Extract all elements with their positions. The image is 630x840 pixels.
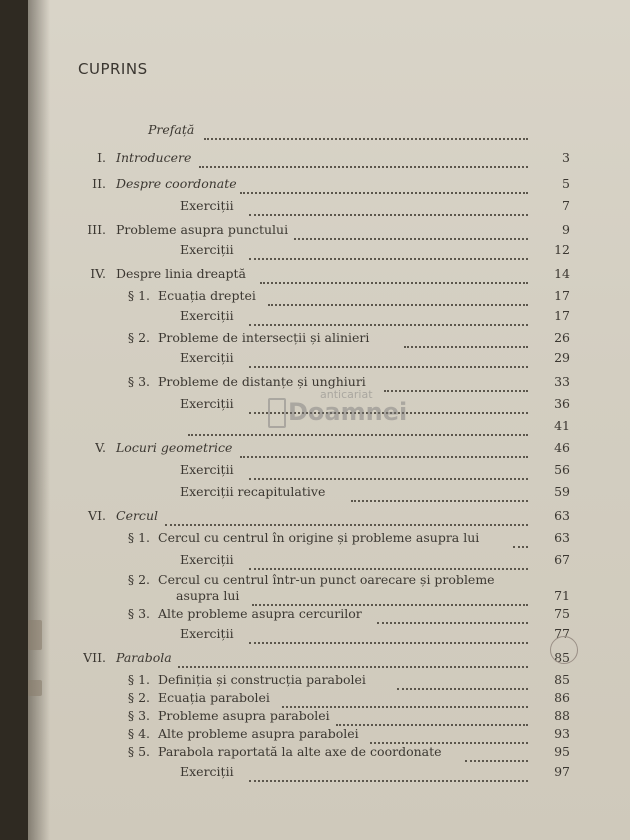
toc-entry bbox=[28, 288, 630, 308]
toc-entry-page: 26 bbox=[554, 330, 570, 345]
toc-entry-page: 63 bbox=[554, 508, 570, 523]
toc-leader-dots bbox=[178, 650, 528, 668]
toc-entry-title: Introducere bbox=[116, 150, 192, 165]
toc-entry-number: VII. bbox=[83, 650, 106, 665]
toc-entry-number: § 2. bbox=[127, 330, 150, 345]
toc-entry bbox=[28, 626, 630, 646]
toc-entry-title: Locuri geometrice bbox=[116, 440, 233, 455]
toc-entry-title: Exerciții recapitulative bbox=[180, 484, 326, 499]
toc-entry bbox=[28, 726, 630, 746]
toc-leader-dots bbox=[294, 222, 528, 240]
toc-leader-dots bbox=[249, 198, 528, 216]
toc-entry-title: Ecuația dreptei bbox=[158, 288, 256, 303]
toc-entry-title: Probleme asupra punctului bbox=[116, 222, 289, 237]
toc-entry-title: Prefață bbox=[148, 122, 195, 137]
toc-entry-title: Cercul cu centrul într-un punct oarecare și probleme bbox=[158, 572, 495, 587]
toc-leader-dots bbox=[336, 708, 528, 726]
toc-entry bbox=[28, 690, 630, 710]
toc-entry-number: § 3. bbox=[127, 374, 150, 389]
toc-leader-dots bbox=[404, 330, 528, 348]
toc-entry-number: III. bbox=[87, 222, 106, 237]
toc-entry-title: Alte probleme asupra parabolei bbox=[158, 726, 359, 741]
toc-leader-dots bbox=[268, 288, 528, 306]
toc-leader-dots bbox=[282, 690, 528, 708]
toc-entry-page: 86 bbox=[554, 690, 570, 705]
toc-entry-page: 85 bbox=[554, 650, 570, 665]
toc-leader-dots bbox=[465, 744, 528, 762]
toc-entry bbox=[28, 350, 630, 370]
watermark-big-text: Doamnei bbox=[288, 398, 408, 426]
toc-leader-dots bbox=[252, 588, 528, 606]
toc-entry-page: 93 bbox=[554, 726, 570, 741]
toc-entry-title: Cercul bbox=[116, 508, 158, 523]
toc-entry-number: I. bbox=[97, 150, 106, 165]
toc-entry bbox=[28, 508, 630, 528]
toc-leader-dots bbox=[249, 462, 528, 480]
toc-entry-page: 41 bbox=[554, 418, 570, 433]
toc-entry-page: 33 bbox=[554, 374, 570, 389]
toc-entry-page: 17 bbox=[554, 308, 570, 323]
toc-entry-page: 77 bbox=[554, 626, 570, 641]
toc-entry-number: § 3. bbox=[127, 606, 150, 621]
toc-entry bbox=[28, 242, 630, 262]
toc-leader-dots bbox=[249, 350, 528, 368]
toc-entry bbox=[28, 330, 630, 350]
toc-entry-title: Exerciții bbox=[180, 626, 234, 641]
toc-entry-title: Cercul cu centrul în origine și probleme asupra lui bbox=[158, 530, 480, 545]
book-page bbox=[28, 0, 630, 840]
toc-entry-title: Probleme de distanțe și unghiuri bbox=[158, 374, 366, 389]
toc-entry bbox=[28, 122, 630, 142]
toc-entry-number: § 5. bbox=[127, 744, 150, 759]
toc-entry-title: Parabola raportată la alte axe de coordonate bbox=[158, 744, 442, 759]
toc-entry bbox=[28, 308, 630, 328]
toc-leader-dots bbox=[260, 266, 528, 284]
toc-entry bbox=[28, 462, 630, 482]
toc-entry bbox=[28, 530, 630, 550]
toc-entry-page: 95 bbox=[554, 744, 570, 759]
toc-entry-title: Probleme asupra parabolei bbox=[158, 708, 330, 723]
toc-entry bbox=[28, 150, 630, 170]
toc-entry-number: IV. bbox=[90, 266, 106, 281]
toc-leader-dots bbox=[165, 508, 528, 526]
toc-entry-page: 29 bbox=[554, 350, 570, 365]
toc-entry-number: § 3. bbox=[127, 708, 150, 723]
toc-leader-dots bbox=[249, 242, 528, 260]
toc-leader-dots bbox=[204, 122, 528, 140]
toc-entry-title: Despre coordonate bbox=[116, 176, 237, 191]
toc-entry-page: 63 bbox=[554, 530, 570, 545]
toc-leader-dots bbox=[240, 176, 528, 194]
toc-leader-dots bbox=[384, 374, 528, 392]
toc-leader-dots bbox=[249, 308, 528, 326]
toc-entry-page: 14 bbox=[554, 266, 570, 281]
toc-entry bbox=[28, 764, 630, 784]
watermark-logo-icon bbox=[268, 398, 286, 428]
toc-entry bbox=[28, 672, 630, 692]
toc-entry bbox=[28, 552, 630, 572]
toc-entry-number: § 1. bbox=[127, 672, 150, 687]
toc-entry bbox=[28, 266, 630, 286]
toc-leader-dots bbox=[240, 440, 528, 458]
toc-entry-title: Exerciții bbox=[180, 396, 234, 411]
toc-entry-page: 67 bbox=[554, 552, 570, 567]
toc-leader-dots bbox=[397, 672, 528, 690]
toc-entry-page: 75 bbox=[554, 606, 570, 621]
toc-entry-number: § 4. bbox=[127, 726, 150, 741]
toc-entry bbox=[28, 198, 630, 218]
toc-entry bbox=[28, 222, 630, 242]
toc-entry-title: Definiția și construcția parabolei bbox=[158, 672, 366, 687]
watermark-small-text: anticariat bbox=[320, 388, 373, 401]
toc-entry-page: 88 bbox=[554, 708, 570, 723]
toc-entry-number: § 1. bbox=[127, 288, 150, 303]
toc-leader-dots bbox=[249, 552, 528, 570]
toc-entry-title: Probleme de intersecții și alinieri bbox=[158, 330, 370, 345]
toc-entry-number: § 2. bbox=[127, 572, 150, 587]
toc-entry-title: Exerciții bbox=[180, 350, 234, 365]
toc-entry-page: 17 bbox=[554, 288, 570, 303]
toc-entry-page: 7 bbox=[562, 198, 570, 213]
toc-entry bbox=[28, 484, 630, 504]
toc-entry-title: Parabola bbox=[116, 650, 172, 665]
toc-entry-title: Alte probleme asupra cercurilor bbox=[158, 606, 362, 621]
toc-leader-dots bbox=[249, 626, 528, 644]
toc-entry bbox=[28, 440, 630, 460]
toc-entry-number: § 1. bbox=[127, 530, 150, 545]
toc-title: CUPRINS bbox=[78, 60, 148, 78]
toc-entry-title: Exerciții bbox=[180, 308, 234, 323]
toc-entry-number: V. bbox=[95, 440, 106, 455]
toc-entry-title: Exerciții bbox=[180, 764, 234, 779]
toc-leader-dots bbox=[249, 764, 528, 782]
toc-leader-dots bbox=[513, 530, 528, 548]
toc-leader-dots bbox=[377, 606, 528, 624]
toc-entry-title: Exerciții bbox=[180, 462, 234, 477]
toc-entry-number: II. bbox=[92, 176, 106, 191]
toc-entry bbox=[28, 588, 630, 608]
toc-entry-title: Despre linia dreaptă bbox=[116, 266, 246, 281]
pencil-circle-mark bbox=[550, 636, 578, 664]
toc-entry-title: Exerciții bbox=[180, 552, 234, 567]
toc-leader-dots bbox=[351, 484, 528, 502]
toc-entry-page: 56 bbox=[554, 462, 570, 477]
toc-entry-number: VI. bbox=[88, 508, 106, 523]
toc-entry-page: 9 bbox=[562, 222, 570, 237]
toc-leader-dots bbox=[370, 726, 528, 744]
toc-entry-page: 5 bbox=[562, 176, 570, 191]
toc-entry-page: 36 bbox=[554, 396, 570, 411]
toc-entry-page: 59 bbox=[554, 484, 570, 499]
toc-entry-title: Exerciții bbox=[180, 198, 234, 213]
toc-entry bbox=[28, 650, 630, 670]
toc-entry-number: § 2. bbox=[127, 690, 150, 705]
toc-entry-title: Exerciții bbox=[180, 242, 234, 257]
toc-entry-page: 85 bbox=[554, 672, 570, 687]
toc-entry-page: 3 bbox=[562, 150, 570, 165]
toc-entry-page: 71 bbox=[554, 588, 570, 603]
toc-entry-title: Ecuația parabolei bbox=[158, 690, 270, 705]
toc-entry bbox=[28, 176, 630, 196]
toc-entry-title: asupra lui bbox=[176, 588, 240, 603]
toc-entry bbox=[28, 744, 630, 764]
toc-entry-page: 46 bbox=[554, 440, 570, 455]
toc-entry-page: 12 bbox=[554, 242, 570, 257]
toc-entry bbox=[28, 606, 630, 626]
toc-leader-dots bbox=[199, 150, 528, 168]
toc-entry bbox=[28, 708, 630, 728]
toc-entry-page: 97 bbox=[554, 764, 570, 779]
